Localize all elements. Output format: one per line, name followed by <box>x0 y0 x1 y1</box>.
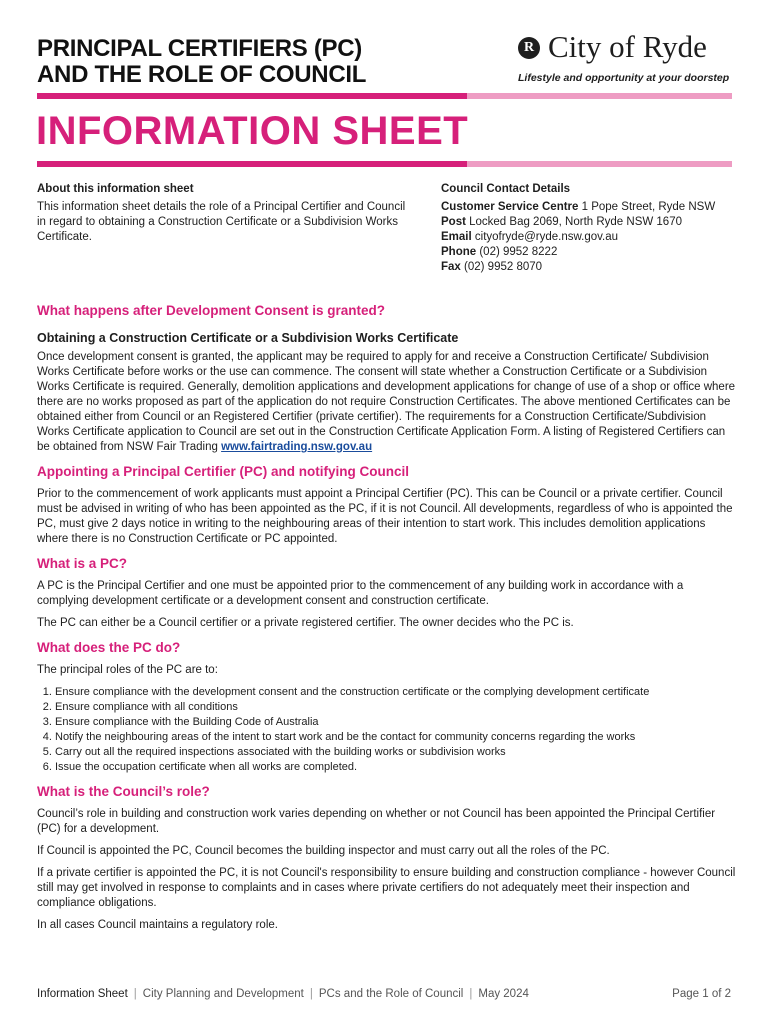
city-of-ryde-logo <box>518 29 734 88</box>
contact-row <box>441 200 741 215</box>
footer-separator: | <box>133 988 137 1000</box>
subheading-construction-certificate: Obtaining a Construction Certificate or a Subdivision Works Certificate <box>37 331 459 345</box>
section-heading-consent: What happens after Development Consent is granted? <box>37 303 386 318</box>
about-section <box>37 182 417 245</box>
paragraph-council-role-1: Council’s role in building and construction work varies depending on whether or not Council has been appointed the Principal Certifier (PC) for a development. <box>37 808 716 835</box>
footer-topic: PCs and the Role of Council <box>318 988 464 1000</box>
divider-bar-top-dark <box>37 93 467 99</box>
section-heading-appointing: Appointing a Principal Certifier (PC) and notifying Council <box>37 464 410 479</box>
fair-trading-link[interactable]: www.fairtrading.nsw.gov.au <box>221 441 373 453</box>
list-item: 6. Issue the occupation certificate when all works are completed. <box>55 760 737 775</box>
contact-fax: (02) 9952 8070 <box>464 261 543 273</box>
page-footer <box>37 987 731 1002</box>
footer-date: May 2024 <box>478 988 529 1000</box>
contact-label: Email <box>441 231 472 243</box>
contact-value: 1 Pope Street, Ryde NSW <box>581 201 716 213</box>
logo-text: City of Ryde <box>548 29 707 64</box>
section-heading-pc-roles: What does the PC do? <box>37 640 181 655</box>
contact-row <box>441 260 741 275</box>
section-heading-council-role: What is the Council’s role? <box>37 784 210 799</box>
contact-label: Customer Service Centre <box>441 201 579 213</box>
information-sheet-heading: INFORMATION SHEET <box>36 109 469 153</box>
list-item: 3. Ensure compliance with the Building Code of Australia <box>55 715 737 730</box>
contact-email[interactable]: cityofryde@ryde.nsw.gov.au <box>474 231 619 243</box>
paragraph-consent <box>37 350 737 455</box>
contact-label: Post <box>441 216 466 228</box>
list-item: 2. Ensure compliance with all conditions <box>55 700 737 715</box>
document-title <box>37 36 487 88</box>
title-line-1: PRINCIPAL CERTIFIERS (PC) <box>37 35 362 62</box>
contact-row <box>441 245 741 260</box>
footer-separator: | <box>309 988 313 1000</box>
list-item: 4. Notify the neighbouring areas of the intent to start work and be the contact for community concerns regarding the works <box>55 730 737 745</box>
contact-label: Fax <box>441 261 461 273</box>
divider-bar-bottom-light <box>467 161 732 167</box>
list-item: 5. Carry out all the required inspections associated with the building works or subdivision works <box>55 745 737 760</box>
pc-roles-list <box>37 685 737 775</box>
contact-heading: Council Contact Details <box>441 183 571 195</box>
contact-section <box>441 182 741 275</box>
paragraph-consent-text: Once development consent is granted, the applicant may be required to apply for and receive a Construction Certificate/ Subdivision Works Certificate before works or the use can commence. The consent will state whether a Construction Certificate or a Subdivision Works Certificate is required. Generally, demolition applications and development applications for change of use of a shop or office where there are no works proposed as part of the application do not require Construction Certificates. The above mentioned Certificates can be obtained either from Council or an Registered Certifier (private certifier). The requirements for a Construction Certificate/Subdivision Works Certificate application to Council are set out in the Construction Certificate Application Form. A listing of Registered Certifiers can be obtained from NSW Fair Trading <box>37 351 736 453</box>
paragraph-council-role-3: If a private certifier is appointed the PC, it is not Council's responsibility to ensure building and construction compliance - however Council still may get involved in response to complaints and in cases where private certifiers do not adequately meet their inspection and compliance obligations. <box>37 867 736 909</box>
logo-tagline: Lifestyle and opportunity at your doorstep <box>518 72 730 84</box>
footer-doc-type: Information Sheet <box>37 988 128 1000</box>
contact-row <box>441 215 741 230</box>
paragraph-council-role-2: If Council is appointed the PC, Council becomes the building inspector and must carry out all the roles of the PC. <box>37 845 610 857</box>
paragraph-appointing: Prior to the commencement of work applicants must appoint a Principal Certifier (PC). This can be Council or a private certifier. Council must be advised in writing of who has been appointed as the PC, if it is not Council. All developments, regardless of who is appointed the PC, must give 2 days notice in writing to the neighbouring areas of their intention to start work. This includes demolition applications where there is no Construction Certificate or PC appointed. <box>37 488 733 545</box>
footer-department: City Planning and Development <box>142 988 304 1000</box>
divider-bar-top-light <box>467 93 732 99</box>
section-heading-what-is-pc: What is a PC? <box>37 556 128 571</box>
contact-phone: (02) 9952 8222 <box>479 246 558 258</box>
paragraph-pc-roles-intro: The principal roles of the PC are to: <box>37 664 218 676</box>
contact-row <box>441 230 741 245</box>
paragraph-what-is-pc-2: The PC can either be a Council certifier or a private registered certifier. The owner decides who the PC is. <box>37 617 574 629</box>
title-line-2: AND THE ROLE OF COUNCIL <box>37 61 367 88</box>
about-heading: About this information sheet <box>37 183 194 195</box>
contact-value: Locked Bag 2069, North Ryde NSW 1670 <box>469 216 682 228</box>
main-content <box>37 302 737 933</box>
divider-bar-bottom-dark <box>37 161 467 167</box>
contact-label: Phone <box>441 246 477 258</box>
logo-mark-icon: R <box>518 37 540 59</box>
footer-separator: | <box>469 988 473 1000</box>
about-text: This information sheet details the role of a Principal Certifier and Council in regard to obtaining a Construction Certificate or a Subdivision Works Certificate. <box>37 201 406 243</box>
paragraph-what-is-pc-1: A PC is the Principal Certifier and one must be appointed prior to the commencement of any building work in accordance with a complying development certificate or a development consent and construction certificate. <box>37 580 684 607</box>
page-number: Page 1 of 2 <box>672 988 731 1000</box>
list-item: 1. Ensure compliance with the development consent and the construction certificate or the complying development certificate <box>55 685 737 700</box>
paragraph-council-role-4: In all cases Council maintains a regulatory role. <box>37 919 278 931</box>
